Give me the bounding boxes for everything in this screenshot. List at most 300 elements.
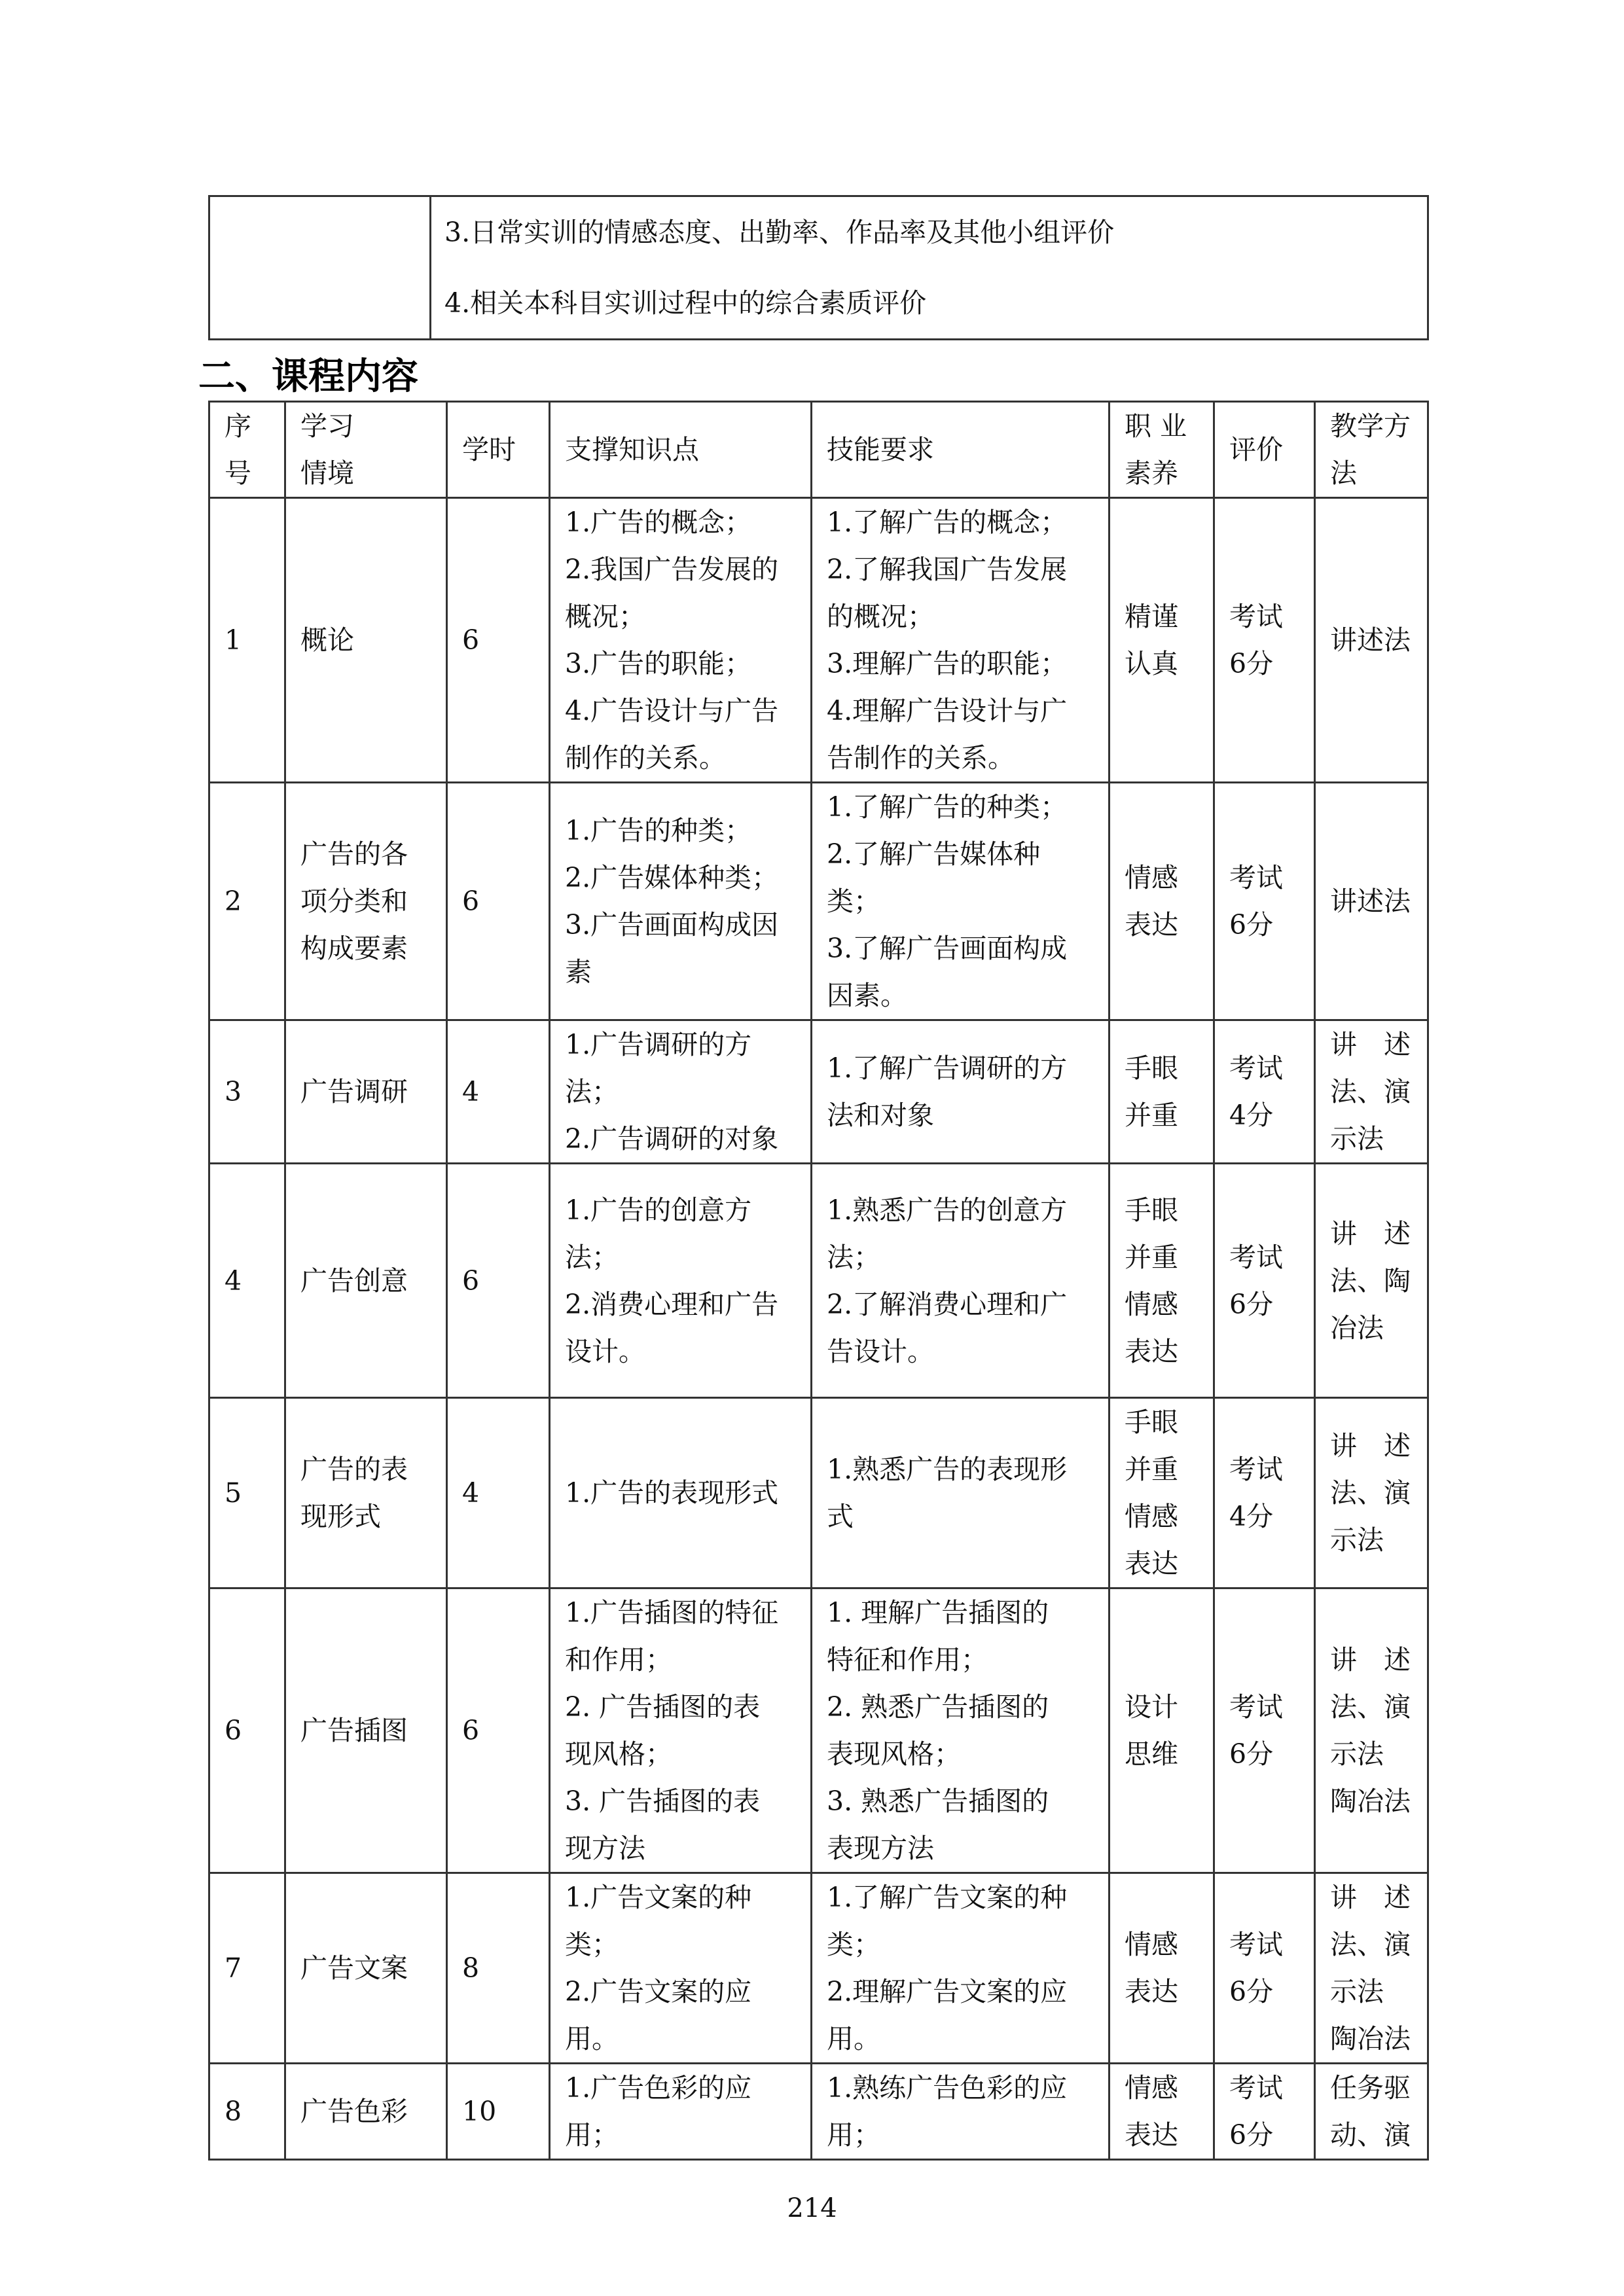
- row-skills-cell: [812, 2064, 1110, 2160]
- row-method-line: 讲 述: [1330, 1430, 1411, 1462]
- row-evaluation-line: 4分: [1229, 1501, 1274, 1532]
- row-knowledge: [550, 1874, 810, 2062]
- row-literacy: [1110, 1683, 1213, 1778]
- page-number: 214: [787, 2193, 837, 2223]
- row-knowledge-line: 概况；: [565, 601, 645, 632]
- row-literacy-line: 表达: [1125, 1335, 1178, 1367]
- row-knowledge-line: 制作的关系。: [565, 742, 726, 774]
- header-skills: [812, 426, 1108, 473]
- row-skills-line: 告制作的关系。: [827, 742, 1015, 774]
- header-hours-cell: [447, 402, 550, 498]
- row-method-line: 法、陶: [1330, 1265, 1411, 1297]
- evaluation-item: 3.日常实训的情感态度、出勤率、作品率及其他小组评价: [444, 217, 1115, 248]
- header-seq: [210, 403, 284, 497]
- row-skills: [812, 1874, 1108, 2062]
- row-hours-line: 10: [462, 2096, 497, 2127]
- row-literacy: [1110, 1187, 1213, 1375]
- row-seq: [210, 1469, 284, 1516]
- row-skills-line: 2. 熟悉广告插图的: [827, 1691, 1049, 1723]
- row-seq-line: 7: [225, 1952, 242, 1984]
- row-situation: [286, 2088, 446, 2135]
- row-method-line: 讲 述: [1330, 1644, 1411, 1676]
- row-literacy-cell: [1110, 1873, 1214, 2064]
- row-seq-line: 4: [225, 1265, 242, 1297]
- evaluation-item: 4.相关本科目实训过程中的综合素质评价: [444, 287, 927, 319]
- row-hours-cell: [447, 1164, 550, 1398]
- row-hours-cell: [447, 783, 550, 1020]
- row-skills-line: 用。: [827, 2023, 880, 2054]
- header-knowledge: [550, 426, 810, 473]
- header-situation-line: 学习: [300, 410, 354, 442]
- row-hours: [448, 1257, 549, 1304]
- row-knowledge-line: 3. 广告插图的表: [565, 1785, 761, 1817]
- row-method-line: 示法: [1330, 1738, 1384, 1770]
- header-literacy-cell: [1110, 402, 1214, 498]
- row-situation-cell: [285, 783, 447, 1020]
- row-seq-cell: [209, 498, 285, 783]
- row-literacy-line: 手眼: [1125, 1407, 1178, 1438]
- row-knowledge-cell: [550, 2064, 812, 2160]
- row-seq: [210, 1945, 284, 1992]
- row-literacy: [1110, 1399, 1213, 1587]
- row-skills-line: 2.了解消费心理和广: [827, 1288, 1068, 1320]
- table-row: [209, 196, 1428, 340]
- row-seq: [210, 617, 284, 664]
- row-hours: [448, 617, 549, 664]
- row-method-cell: [1315, 2064, 1428, 2160]
- table-row: [209, 1020, 1428, 1164]
- row-evaluation-line: 6分: [1229, 2119, 1274, 2151]
- row-skills: [812, 1187, 1108, 1375]
- row-hours-line: 6: [462, 1265, 480, 1297]
- row-hours: [448, 1707, 549, 1754]
- row-skills-cell: [812, 1164, 1110, 1398]
- row-skills-line: 1. 理解广告插图的: [827, 1597, 1049, 1628]
- row-situation: [286, 1446, 446, 1540]
- row-seq: [210, 2088, 284, 2135]
- header-situation-line: 情境: [300, 457, 354, 489]
- row-seq-cell: [209, 1873, 285, 2064]
- row-method-line: 示法: [1330, 1123, 1384, 1155]
- header-method-line: 教学方: [1330, 410, 1411, 442]
- row-method-line: 讲述法: [1330, 886, 1411, 917]
- row-method-line: 冶法: [1330, 1312, 1384, 1344]
- row-skills-line: 的概况；: [827, 601, 934, 632]
- row-method-cell: [1315, 783, 1428, 1020]
- row-situation: [286, 1945, 446, 1992]
- row-evaluation-line: 考试: [1229, 1052, 1283, 1084]
- row-situation-cell: [285, 1020, 447, 1164]
- row-literacy-line: 表达: [1125, 2119, 1178, 2151]
- row-knowledge-line: 设计。: [565, 1335, 645, 1367]
- row-knowledge-line: 2.我国广告发展的: [565, 554, 779, 585]
- header-skills-line: 技能要求: [827, 434, 934, 465]
- row-method: [1316, 1210, 1427, 1352]
- row-skills-line: 1.了解广告的概念；: [827, 507, 1068, 538]
- row-seq-line: 6: [225, 1715, 242, 1746]
- row-literacy-cell: [1110, 1588, 1214, 1873]
- row-method-line: 法、演: [1330, 1691, 1411, 1723]
- header-seq-cell: [209, 402, 285, 498]
- row-evaluation-cell: [1214, 1020, 1315, 1164]
- row-skills-line: 1.熟悉广告的创意方: [827, 1194, 1068, 1226]
- row-method: [1316, 1422, 1427, 1564]
- row-skills: [812, 1589, 1108, 1872]
- row-knowledge-line: 法；: [565, 1241, 619, 1273]
- row-hours-line: 4: [462, 1477, 480, 1509]
- row-knowledge-line: 类；: [565, 1929, 619, 1960]
- row-skills-line: 1.了解广告的种类；: [827, 791, 1068, 823]
- row-skills: [812, 1446, 1108, 1540]
- row-skills-line: 1.了解广告文案的种: [827, 1882, 1068, 1913]
- row-knowledge-line: 2.广告调研的对象: [565, 1123, 779, 1155]
- row-skills-line: 式: [827, 1501, 854, 1532]
- row-knowledge-cell: [550, 1164, 812, 1398]
- table-row: [209, 783, 1428, 1020]
- row-knowledge-line: 1.广告的表现形式: [565, 1477, 779, 1509]
- row-knowledge: [550, 807, 810, 996]
- row-skills-line: 特征和作用；: [827, 1644, 988, 1676]
- row-literacy-cell: [1110, 1398, 1214, 1588]
- row-knowledge-line: 素: [565, 956, 592, 988]
- evaluation-items: [431, 197, 1427, 338]
- row-seq-line: 8: [225, 2096, 242, 2127]
- row-situation-line: 概论: [300, 624, 354, 656]
- row-knowledge: [550, 1469, 810, 1516]
- row-skills-cell: [812, 1020, 1110, 1164]
- row-seq: [210, 1257, 284, 1304]
- evaluation-continuation-table: [208, 195, 1429, 340]
- table-header-row: [209, 402, 1428, 498]
- row-knowledge-line: 1.广告的创意方: [565, 1194, 752, 1226]
- row-evaluation-line: 6分: [1229, 648, 1274, 679]
- row-hours-line: 4: [462, 1076, 480, 1107]
- row-knowledge-line: 2.消费心理和广告: [565, 1288, 779, 1320]
- header-hours: [448, 426, 549, 473]
- row-literacy-line: 设计: [1125, 1691, 1178, 1723]
- row-knowledge-line: 现方法: [565, 1833, 645, 1864]
- table-row: [209, 498, 1428, 783]
- row-literacy-line: 并重: [1125, 1100, 1178, 1131]
- row-method-line: 讲述法: [1330, 624, 1411, 656]
- row-situation-cell: [285, 1873, 447, 2064]
- row-knowledge-line: 1.广告的种类；: [565, 815, 752, 846]
- row-hours-cell: [447, 498, 550, 783]
- row-hours: [448, 2088, 549, 2135]
- row-skills-line: 3. 熟悉广告插图的: [827, 1785, 1049, 1817]
- row-method-line: 讲 述: [1330, 1882, 1411, 1913]
- row-literacy-line: 并重: [1125, 1241, 1178, 1273]
- row-literacy-line: 情感: [1125, 862, 1178, 893]
- row-evaluation-cell: [1214, 1588, 1315, 1873]
- row-method-line: 法、演: [1330, 1929, 1411, 1960]
- row-situation-line: 广告创意: [300, 1265, 408, 1297]
- row-literacy-cell: [1110, 783, 1214, 1020]
- row-method-line: 法、演: [1330, 1477, 1411, 1509]
- table-row: [209, 1398, 1428, 1588]
- row-seq-cell: [209, 2064, 285, 2160]
- row-hours: [448, 1469, 549, 1516]
- row-evaluation-line: 6分: [1229, 1976, 1274, 2007]
- row-hours-cell: [447, 1873, 550, 2064]
- row-evaluation: [1215, 1683, 1314, 1778]
- row-situation-cell: [285, 1398, 447, 1588]
- row-literacy: [1110, 1921, 1213, 2015]
- row-evaluation: [1215, 593, 1314, 687]
- row-situation-line: 广告的表: [300, 1454, 408, 1485]
- row-situation-line: 广告调研: [300, 1076, 408, 1107]
- row-skills-line: 类；: [827, 886, 880, 917]
- row-skills-cell: [812, 783, 1110, 1020]
- row-situation-line: 广告文案: [300, 1952, 408, 1984]
- row-evaluation-line: 6分: [1229, 1288, 1274, 1320]
- row-knowledge-line: 现风格；: [565, 1738, 672, 1770]
- row-situation-line: 现形式: [300, 1501, 381, 1532]
- row-knowledge-cell: [550, 1398, 812, 1588]
- row-knowledge-line: 1.广告色彩的应: [565, 2072, 752, 2104]
- row-hours: [448, 1945, 549, 1992]
- row-method-line: 讲 述: [1330, 1029, 1411, 1060]
- header-evaluation-cell: [1214, 402, 1315, 498]
- row-knowledge-cell: [550, 783, 812, 1020]
- row-knowledge-cell: [550, 498, 812, 783]
- row-method-line: 示法: [1330, 1976, 1384, 2007]
- row-situation-cell: [285, 1164, 447, 1398]
- row-literacy-line: 精谨: [1125, 601, 1178, 632]
- row-literacy-line: 情感: [1125, 1929, 1178, 1960]
- row-hours-cell: [447, 1020, 550, 1164]
- row-knowledge-line: 2.广告文案的应: [565, 1976, 752, 2007]
- header-skills-cell: [812, 402, 1110, 498]
- row-knowledge: [550, 1021, 810, 1162]
- row-evaluation-line: 考试: [1229, 1929, 1283, 1960]
- row-evaluation-line: 6分: [1229, 1738, 1274, 1770]
- course-content-table: [208, 401, 1429, 2161]
- header-situation-cell: [285, 402, 447, 498]
- row-situation: [286, 1068, 446, 1115]
- row-evaluation: [1215, 854, 1314, 948]
- row-seq-line: 3: [225, 1076, 242, 1107]
- row-literacy: [1110, 593, 1213, 687]
- row-skills-line: 4.理解广告设计与广: [827, 695, 1068, 726]
- row-evaluation-cell: [1214, 1873, 1315, 2064]
- row-situation-line: 构成要素: [300, 933, 408, 964]
- row-skills-line: 3.了解广告画面构成: [827, 933, 1068, 964]
- row-knowledge-cell: [550, 1588, 812, 1873]
- row-literacy-line: 表达: [1125, 1548, 1178, 1579]
- row-skills-line: 法；: [827, 1241, 880, 1273]
- row-literacy: [1110, 1045, 1213, 1139]
- row-evaluation-cell: [1214, 498, 1315, 783]
- row-literacy-line: 表达: [1125, 1976, 1178, 2007]
- row-method-line: 动、演: [1330, 2119, 1411, 2151]
- header-evaluation-line: 评价: [1229, 434, 1283, 465]
- row-hours-line: 6: [462, 624, 480, 656]
- row-method-line: 法、演: [1330, 1076, 1411, 1107]
- row-knowledge-line: 用。: [565, 2023, 619, 2054]
- row-knowledge: [550, 1589, 810, 1872]
- row-knowledge-line: 3.广告画面构成因: [565, 909, 779, 941]
- row-method-cell: [1315, 1398, 1428, 1588]
- row-evaluation: [1215, 1234, 1314, 1328]
- row-situation-cell: [285, 1588, 447, 1873]
- row-seq-line: 5: [225, 1477, 242, 1509]
- row-method-cell: [1315, 498, 1428, 783]
- row-situation: [286, 831, 446, 972]
- row-skills-cell: [812, 1588, 1110, 1873]
- row-seq-cell: [209, 1164, 285, 1398]
- row-literacy-line: 手眼: [1125, 1194, 1178, 1226]
- row-evaluation-line: 考试: [1229, 1241, 1283, 1273]
- row-seq: [210, 878, 284, 925]
- row-literacy: [1110, 2064, 1213, 2159]
- row-knowledge-line: 1.广告文案的种: [565, 1882, 752, 1913]
- table-row: [209, 2064, 1428, 2160]
- row-method: [1316, 878, 1427, 925]
- row-literacy-line: 并重: [1125, 1454, 1178, 1485]
- row-situation: [286, 1257, 446, 1304]
- row-skills: [812, 2064, 1108, 2159]
- row-evaluation-line: 考试: [1229, 2072, 1283, 2104]
- empty-cell: [209, 196, 431, 340]
- row-literacy-line: 表达: [1125, 909, 1178, 941]
- section-heading: 二、课程内容: [198, 355, 418, 398]
- row-knowledge-line: 3.广告的职能；: [565, 648, 752, 679]
- row-seq-cell: [209, 783, 285, 1020]
- row-literacy-line: 思维: [1125, 1738, 1178, 1770]
- header-knowledge-cell: [550, 402, 812, 498]
- header-situation: [286, 403, 446, 497]
- row-skills-line: 类；: [827, 1929, 880, 1960]
- row-literacy-cell: [1110, 498, 1214, 783]
- row-skills-line: 2.理解广告文案的应: [827, 1976, 1068, 2007]
- row-knowledge-line: 1.广告的概念；: [565, 507, 752, 538]
- header-knowledge-line: 支撑知识点: [565, 434, 699, 465]
- row-evaluation-line: 6分: [1229, 909, 1274, 941]
- row-method-line: 陶冶法: [1330, 1785, 1411, 1817]
- row-literacy-line: 情感: [1125, 1288, 1178, 1320]
- row-skills-line: 因素。: [827, 980, 907, 1011]
- row-skills-line: 表现风格；: [827, 1738, 961, 1770]
- row-evaluation-line: 考试: [1229, 1454, 1283, 1485]
- row-method-cell: [1315, 1020, 1428, 1164]
- row-skills-line: 表现方法: [827, 1833, 934, 1864]
- row-knowledge-line: 1.广告调研的方: [565, 1029, 752, 1060]
- row-evaluation: [1215, 1045, 1314, 1139]
- row-hours: [448, 1068, 549, 1115]
- row-method-cell: [1315, 1873, 1428, 2064]
- row-literacy-line: 手眼: [1125, 1052, 1178, 1084]
- row-knowledge-line: 和作用；: [565, 1644, 672, 1676]
- row-knowledge: [550, 1187, 810, 1375]
- row-method-line: 讲 述: [1330, 1217, 1411, 1249]
- row-literacy-line: 情感: [1125, 2072, 1178, 2104]
- row-method-line: 任务驱: [1330, 2072, 1411, 2104]
- header-method-cell: [1315, 402, 1428, 498]
- evaluation-items-cell: [431, 196, 1428, 340]
- row-seq-cell: [209, 1588, 285, 1873]
- row-method: [1316, 617, 1427, 664]
- row-situation-line: 广告的各: [300, 838, 408, 870]
- row-knowledge-line: 法；: [565, 1076, 619, 1107]
- header-method-line: 法: [1330, 457, 1357, 489]
- header-literacy: [1110, 403, 1213, 497]
- row-method-cell: [1315, 1588, 1428, 1873]
- row-method: [1316, 1021, 1427, 1162]
- header-seq-line: 号: [225, 457, 251, 489]
- row-skills-line: 2.了解广告媒体种: [827, 838, 1041, 870]
- row-method: [1316, 1636, 1427, 1825]
- row-knowledge: [550, 2064, 810, 2159]
- header-literacy-line: 职 业: [1125, 410, 1187, 442]
- row-seq: [210, 1707, 284, 1754]
- row-literacy-cell: [1110, 1164, 1214, 1398]
- header-evaluation: [1215, 426, 1314, 473]
- row-knowledge-line: 用；: [565, 2119, 619, 2151]
- header-hours-line: 学时: [462, 434, 516, 465]
- row-situation-line: 广告色彩: [300, 2096, 408, 2127]
- row-hours-line: 6: [462, 886, 480, 917]
- row-literacy-cell: [1110, 2064, 1214, 2160]
- row-knowledge-line: 2. 广告插图的表: [565, 1691, 761, 1723]
- row-situation-cell: [285, 2064, 447, 2160]
- row-situation: [286, 1707, 446, 1754]
- row-method-cell: [1315, 1164, 1428, 1398]
- row-evaluation-cell: [1214, 1398, 1315, 1588]
- row-evaluation-line: 4分: [1229, 1100, 1274, 1131]
- row-hours-cell: [447, 1398, 550, 1588]
- row-knowledge-cell: [550, 1020, 812, 1164]
- row-seq: [210, 1068, 284, 1115]
- row-skills-line: 2.了解我国广告发展: [827, 554, 1068, 585]
- row-evaluation-cell: [1214, 1164, 1315, 1398]
- table-row: [209, 1873, 1428, 2064]
- row-evaluation-line: 考试: [1229, 601, 1283, 632]
- row-evaluation-cell: [1214, 783, 1315, 1020]
- table-row: [209, 1164, 1428, 1398]
- row-evaluation-line: 考试: [1229, 862, 1283, 893]
- row-situation: [286, 617, 446, 664]
- row-seq-cell: [209, 1398, 285, 1588]
- row-skills-line: 1.熟练广告色彩的应: [827, 2072, 1068, 2104]
- row-evaluation: [1215, 1446, 1314, 1540]
- row-literacy-line: 情感: [1125, 1501, 1178, 1532]
- row-literacy-line: 认真: [1125, 648, 1178, 679]
- row-hours-cell: [447, 2064, 550, 2160]
- row-skills-line: 用；: [827, 2119, 880, 2151]
- row-hours-cell: [447, 1588, 550, 1873]
- row-literacy: [1110, 854, 1213, 948]
- row-literacy-cell: [1110, 1020, 1214, 1164]
- row-skills-cell: [812, 1398, 1110, 1588]
- header-seq-line: 序: [225, 410, 251, 442]
- row-skills: [812, 1045, 1108, 1139]
- row-situation-cell: [285, 498, 447, 783]
- row-knowledge-line: 1.广告插图的特征: [565, 1597, 779, 1628]
- row-method: [1316, 1874, 1427, 2062]
- row-method-line: 陶冶法: [1330, 2023, 1411, 2054]
- row-evaluation-line: 考试: [1229, 1691, 1283, 1723]
- row-hours: [448, 878, 549, 925]
- row-hours-line: 8: [462, 1952, 480, 1984]
- row-evaluation: [1215, 1921, 1314, 2015]
- row-skills-line: 1.了解广告调研的方: [827, 1052, 1068, 1084]
- row-situation-line: 广告插图: [300, 1715, 408, 1746]
- row-seq-cell: [209, 1020, 285, 1164]
- row-evaluation: [1215, 2064, 1314, 2159]
- header-literacy-line: 素养: [1125, 457, 1178, 489]
- row-skills-line: 告设计。: [827, 1335, 934, 1367]
